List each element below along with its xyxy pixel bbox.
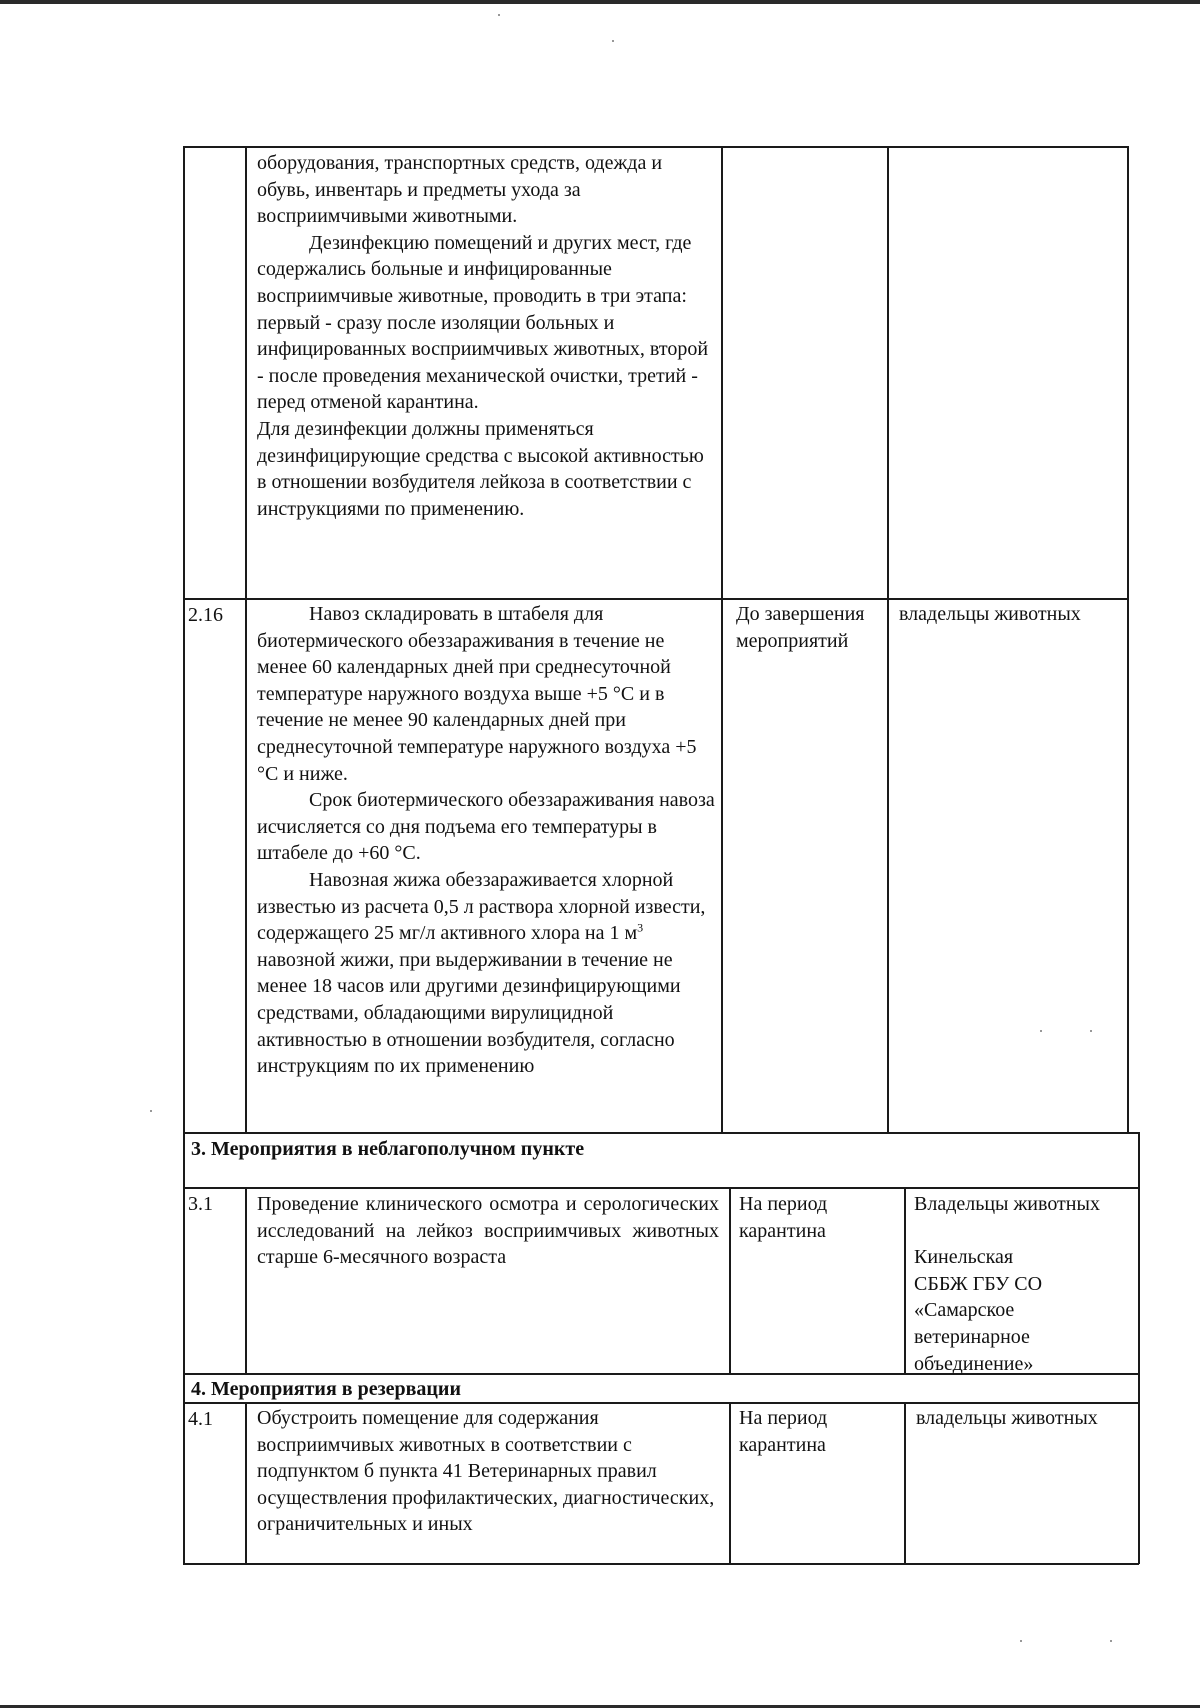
scan-speck bbox=[1110, 1640, 1112, 1642]
paragraph: оборудования, транспортных средств, одежда и обувь, инвентарь и предметы ухода за восприимчивыми животными. bbox=[257, 152, 663, 228]
row-text: Проведение клинического осмотра и серологических исследований на лейкоз восприимчивых животных старше 6-месячного возраста bbox=[257, 1193, 719, 1269]
paragraph: Навоз складировать в штабеля для биотермического обеззараживания в течение не менее 60 календарных дней при среднесуточной температуре наружного воздуха выше +5 °С и в течение не менее 90 календарных дней при среднесуточной температуре наружного воздуха +5 °С и ниже. bbox=[257, 603, 697, 785]
superscript: 3 bbox=[637, 920, 644, 935]
paragraph-part: Навозная жижа обеззараживается хлорной известью из расчета 0,5 л раствора хлорной извести, содержащего 25 мг/л активного хлора на 1 м bbox=[257, 868, 706, 945]
table-line bbox=[183, 1563, 1139, 1565]
table-line bbox=[904, 1402, 906, 1564]
table-line bbox=[183, 146, 185, 1564]
table-line bbox=[183, 146, 1128, 148]
scan-speck bbox=[498, 14, 500, 16]
responsible-cell: владельцы животных bbox=[916, 1407, 1098, 1429]
section-title: 4. Мероприятия в резервации bbox=[191, 1378, 461, 1400]
responsible-cell: владельцы животных bbox=[899, 603, 1081, 625]
table-line bbox=[183, 1402, 1139, 1404]
scan-speck bbox=[1040, 1030, 1042, 1032]
table-line bbox=[1138, 1132, 1140, 1564]
table-line bbox=[245, 1402, 247, 1564]
term-cell: На период карантина bbox=[739, 1193, 828, 1242]
table-line bbox=[245, 1187, 247, 1374]
table-line bbox=[183, 598, 1128, 600]
scan-speck bbox=[150, 1110, 152, 1112]
table-line bbox=[729, 1402, 731, 1564]
responsible-cell bbox=[914, 1191, 1136, 1377]
row-number: 4.1 bbox=[188, 1408, 213, 1430]
table-line bbox=[1127, 146, 1129, 1133]
scan-speck bbox=[1090, 1030, 1092, 1032]
paragraph: Срок биотермического обеззараживания навоза исчисляется со дня подъема его температуры в штабеле до +60 °С. bbox=[257, 789, 715, 865]
table-line bbox=[245, 146, 247, 1133]
row-text: Обустроить помещение для содержания восприимчивых животных в соответствии с подпунктом б пункта 41 Ветеринарных правил осуществления профилактических, диагностических, ограничительных и иных bbox=[257, 1407, 715, 1536]
term-cell: На период карантина bbox=[739, 1407, 828, 1456]
table-line bbox=[721, 146, 723, 1133]
table-line bbox=[729, 1187, 731, 1374]
paragraph: Для дезинфекции должны применяться дезинфицирующие средства с высокой активностью в отношении возбудителя лейкоза в соответствии с инструкциями по применению. bbox=[257, 417, 704, 520]
table-line bbox=[887, 146, 889, 1133]
row-number: 3.1 bbox=[188, 1193, 213, 1215]
responsible-line: Владельцы животных bbox=[914, 1193, 1100, 1215]
continued-row-text bbox=[257, 150, 717, 522]
table-line bbox=[183, 1187, 1139, 1189]
table-line bbox=[904, 1187, 906, 1374]
term-cell: До завершения мероприятий bbox=[736, 603, 865, 652]
row-text bbox=[257, 601, 717, 1080]
responsible-line: Кинельская СББЖ ГБУ СО «Самарское ветеринарное объединение» bbox=[914, 1246, 1043, 1375]
scan-speck bbox=[612, 40, 614, 42]
scan-edge-top bbox=[0, 0, 1200, 4]
section-title: 3. Мероприятия в неблагополучном пункте bbox=[191, 1138, 585, 1160]
paragraph bbox=[257, 867, 717, 1080]
paragraph-part: навозной жижи, при выдерживании в течение не менее 18 часов или другими дезинфицирующими средствами, обладающими вирулицидной активностью в отношении возбудителя, согласно инструкциям по их применению bbox=[257, 948, 681, 1078]
table-line bbox=[183, 1132, 1139, 1134]
scan-speck bbox=[1020, 1640, 1022, 1642]
paragraph: Дезинфекцию помещений и других мест, где содержались больные и инфицированные восприимчивые животные, проводить в три этапа: первый - сразу после изоляции больных и инфицированных восприимчивых животных, второй - после проведения механической очистки, третий - перед отменой карантина. bbox=[257, 231, 709, 414]
row-number: 2.16 bbox=[188, 604, 223, 626]
